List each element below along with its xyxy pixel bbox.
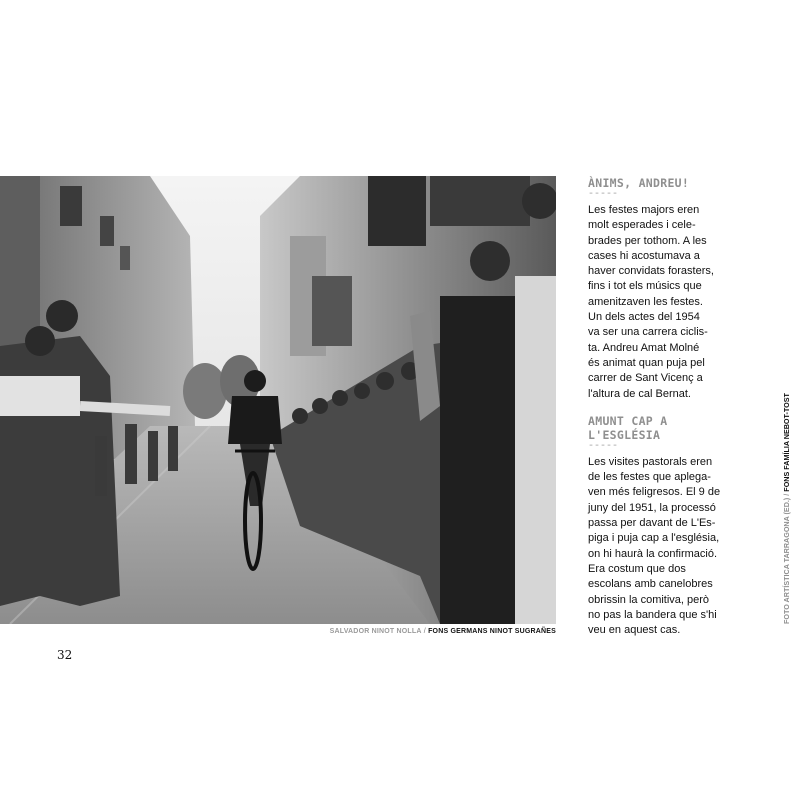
section2-divider: -----	[588, 440, 619, 452]
section1-heading: ÀNIMS, ANDREU!	[588, 176, 690, 190]
section2-line: passa per davant de L'Es-	[588, 517, 716, 530]
section2-line: piga i puja cap a l'església,	[588, 532, 720, 545]
section2-line: escolans amb canelobres	[588, 578, 713, 591]
credit-part1: FOTO ARTÍSTICA TARRAGONA (ED.)	[782, 497, 791, 624]
section1-line: molt esperades i cele-	[588, 219, 696, 232]
credit-separator: /	[782, 491, 791, 498]
section2-line: no pas la bandera que s'hi	[588, 608, 717, 621]
section2-line: ven més feligresos. El 9 de	[588, 486, 721, 499]
section1-line: cases hi acostumava a	[588, 249, 700, 262]
cycling-race-photo	[0, 176, 556, 624]
section2-line: Era costum que dos	[588, 562, 686, 575]
section2-line: veu en aquest cas.	[588, 624, 681, 637]
section1-line: carrer de Sant Vicenç a	[588, 372, 703, 385]
caption-photographer: SALVADOR NINOT NOLLA	[329, 628, 422, 635]
section1-line: va ser una carrera ciclis-	[588, 326, 708, 339]
section1-line: Un dels actes del 1954	[588, 311, 700, 324]
vertical-photo-credit	[782, 388, 791, 624]
section1-line: fins i tot els músics que	[588, 280, 702, 293]
section2-line: obrissin la comitiva, però	[588, 593, 710, 606]
section2-paragraph	[588, 455, 730, 639]
credit-part2: FONS FAMÍLIA NEBOT-TOST	[782, 393, 791, 492]
section1-line: haver convidats forasters,	[588, 265, 714, 278]
section1-line: Les festes majors eren	[588, 204, 700, 216]
section2-line: juny del 1951, la processó	[588, 501, 716, 514]
section1-divider: -----	[588, 189, 619, 200]
section2-line: on hi haurà la confirmació.	[588, 547, 718, 560]
section1-line: ta. Andreu Amat Molné	[588, 341, 700, 354]
caption-fonds: FONS GERMANS NINOT SUGRAÑES	[428, 628, 556, 635]
photo-illustration	[0, 176, 556, 624]
page-number: 32	[57, 648, 73, 662]
section1-paragraph	[588, 203, 730, 402]
section1-line: brades per tothom. A les	[588, 234, 707, 247]
section1-line: amenitzaven les festes.	[588, 295, 703, 308]
section2-line: de les festes que aplega-	[588, 471, 711, 484]
section2-heading-line1: AMUNT CAP A	[588, 413, 668, 428]
section1-line: és animat quan puja pel	[588, 356, 705, 369]
section2-heading-line2: L'ESGLÉSIA	[588, 427, 661, 442]
section1-line: l'altura de cal Bernat.	[588, 387, 691, 400]
caption-separator: /	[421, 628, 429, 635]
text-column	[588, 176, 730, 638]
section2-line: Les visites pastorals eren	[588, 455, 713, 468]
photo-caption	[330, 628, 556, 635]
